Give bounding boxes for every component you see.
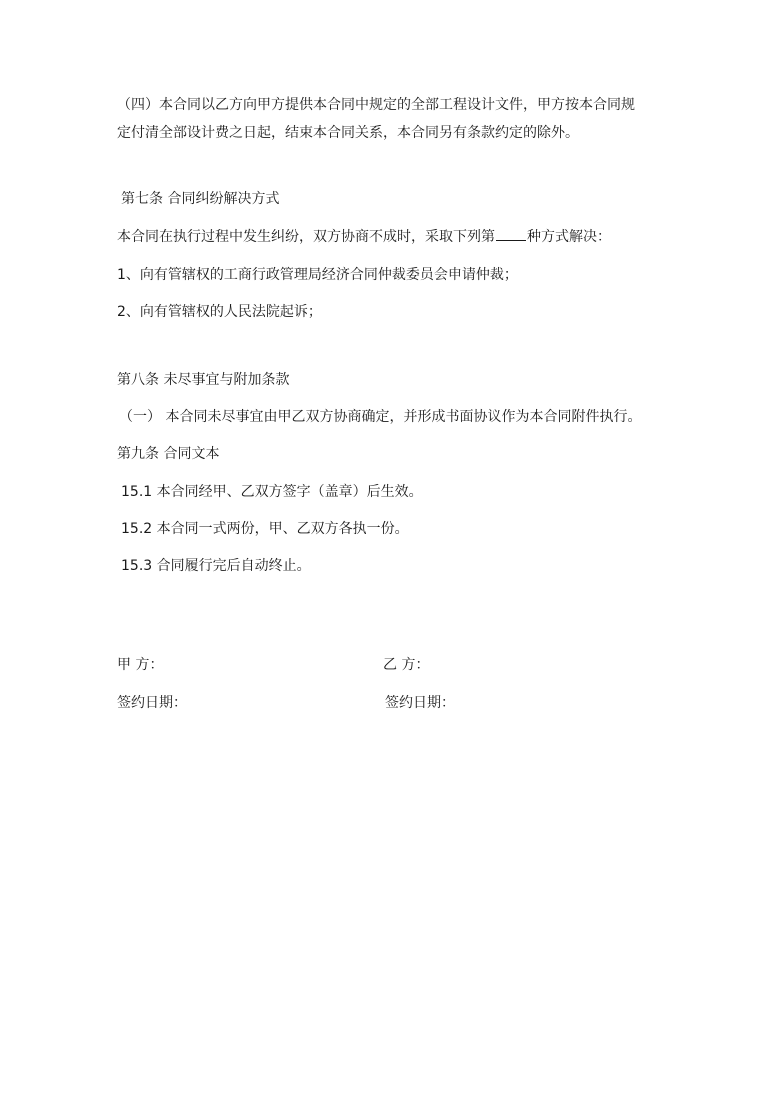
- article-9-item-2: 15.2 本合同一式两份，甲、乙双方各执一份。: [121, 521, 409, 537]
- article-9-item-1: 15.1 本合同经甲、乙双方签字（盖章）后生效。: [121, 484, 423, 500]
- article-8-item-1: （一） 本合同未尽事宜由甲乙双方协商确定，并形成书面协议作为本合同附件执行。: [119, 409, 642, 425]
- article-9-item-3: 15.3 合同履行完后自动终止。: [121, 558, 311, 574]
- article-7-title: 第七条 合同纠纷解决方式: [121, 191, 280, 207]
- party-a-label: 甲 方：: [117, 657, 164, 673]
- sign-date-a-label: 签约日期：: [117, 695, 187, 711]
- article-7-intro-after: 种方式解决：: [527, 229, 611, 245]
- article-7-option-2: 2、向有管辖权的人民法院起诉；: [117, 304, 322, 320]
- choice-blank: [496, 228, 526, 241]
- article-8-title: 第八条 未尽事宜与附加条款: [117, 372, 290, 388]
- clause-4-line-1: （四）本合同以乙方向甲方提供本合同中规定的全部工程设计文件，甲方按本合同规: [117, 97, 635, 113]
- article-7-intro: [117, 227, 611, 247]
- article-7-option-1: 1、向有管辖权的工商行政管理局经济合同仲裁委员会申请仲裁；: [117, 267, 518, 283]
- party-b-label: 乙 方：: [383, 657, 430, 673]
- sign-date-b-label: 签约日期：: [385, 695, 455, 711]
- article-7-intro-before: 本合同在执行过程中发生纠纷，双方协商不成时，采取下列第: [117, 229, 495, 245]
- clause-4-line-2: 定付清全部设计费之日起，结束本合同关系，本合同另有条款约定的除外。: [117, 125, 579, 141]
- article-9-title: 第九条 合同文本: [117, 446, 220, 462]
